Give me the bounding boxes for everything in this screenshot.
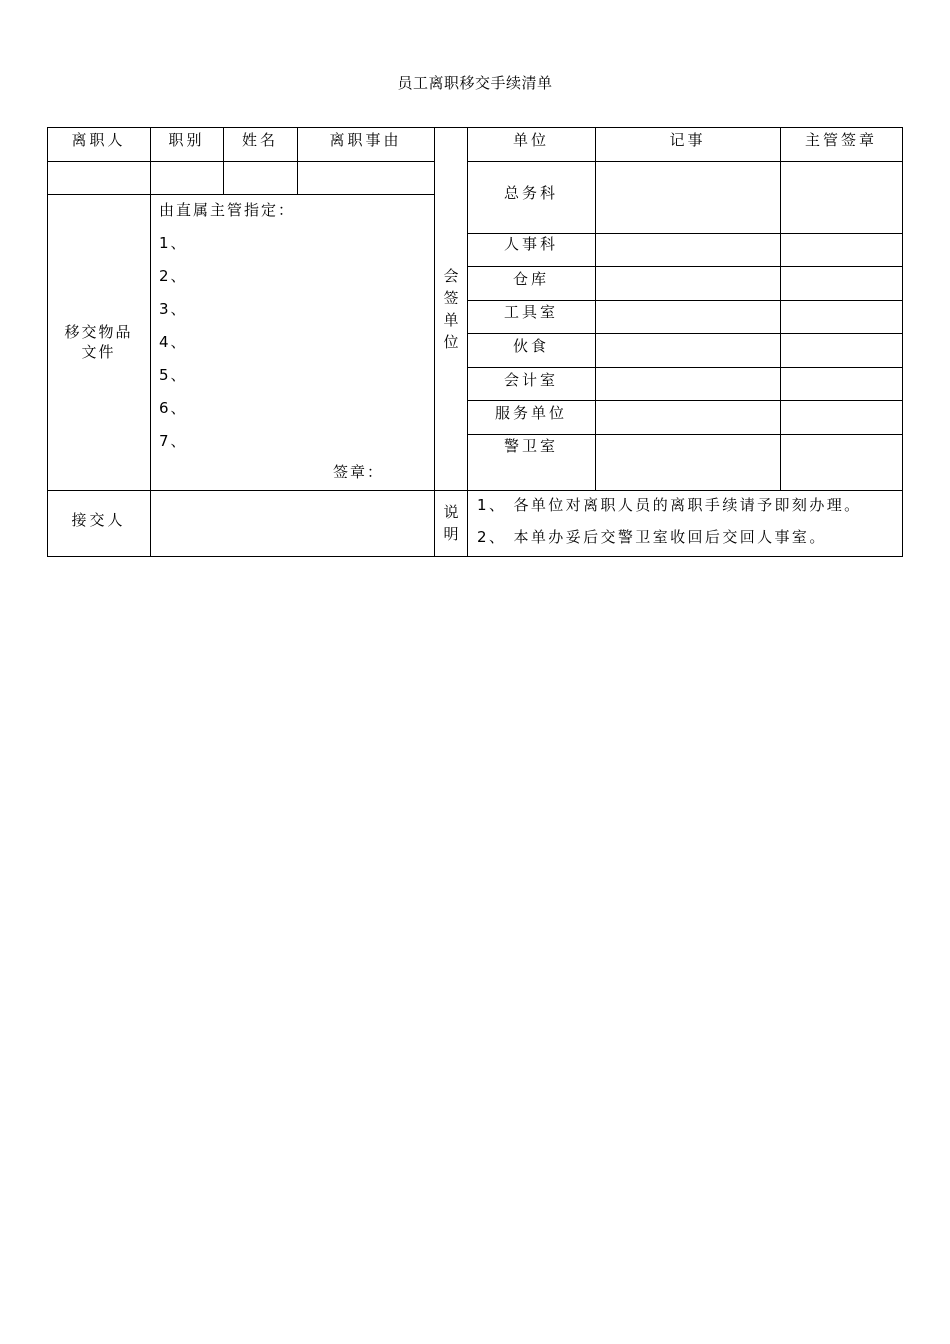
unit-tool-room: 工具室 bbox=[503, 303, 558, 322]
handover-label-line2: 文件 bbox=[81, 343, 116, 361]
position-field[interactable] bbox=[151, 162, 222, 194]
name-field[interactable] bbox=[224, 162, 296, 194]
unit-service: 服务单位 bbox=[494, 403, 567, 422]
handover-form-table bbox=[47, 127, 903, 557]
unit-general-affairs: 总务科 bbox=[503, 183, 558, 202]
header-reason: 离职事由 bbox=[329, 130, 402, 149]
handover-signature: 签章： bbox=[333, 463, 385, 481]
header-unit: 单位 bbox=[512, 130, 549, 149]
handover-item-5: 5、 bbox=[159, 366, 188, 384]
explanation-1: 1、 各单位对离职人员的离职手续请予即刻办理。 bbox=[477, 496, 862, 514]
header-supervisor-sign: 主管签章 bbox=[804, 130, 877, 149]
handover-item-2: 2、 bbox=[159, 267, 188, 285]
unit-personnel: 人事科 bbox=[503, 234, 558, 253]
receiver-label: 接交人 bbox=[71, 510, 126, 529]
resigner-field[interactable] bbox=[48, 162, 149, 194]
countersign-label: 会 签 单 位 bbox=[443, 266, 459, 351]
explanation-label: 说 明 bbox=[443, 503, 459, 543]
unit-canteen: 伙食 bbox=[512, 336, 549, 355]
unit-accounting: 会计室 bbox=[503, 370, 558, 389]
handover-label-line1: 移交物品 bbox=[64, 322, 133, 341]
handover-item-4: 4、 bbox=[159, 333, 188, 351]
header-name: 姓名 bbox=[241, 130, 278, 149]
unit-security: 警卫室 bbox=[503, 437, 558, 456]
explanation-2: 2、 本单办妥后交警卫室收回后交回人事室。 bbox=[477, 528, 827, 546]
header-notes: 记事 bbox=[669, 130, 706, 149]
handover-item-6: 6、 bbox=[159, 399, 188, 417]
unit-warehouse: 仓库 bbox=[512, 270, 549, 289]
header-position: 职别 bbox=[168, 130, 205, 149]
handover-item-1: 1、 bbox=[159, 234, 188, 252]
reason-field[interactable] bbox=[298, 162, 433, 194]
handover-instruction: 由直属主管指定： bbox=[159, 201, 296, 219]
handover-label bbox=[47, 194, 150, 490]
form-title: 员工离职移交手续清单 bbox=[397, 74, 553, 92]
handover-item-7: 7、 bbox=[159, 432, 188, 450]
receiver-field[interactable] bbox=[151, 491, 433, 555]
handover-item-3: 3、 bbox=[159, 300, 188, 318]
header-resigner: 离职人 bbox=[71, 130, 126, 149]
